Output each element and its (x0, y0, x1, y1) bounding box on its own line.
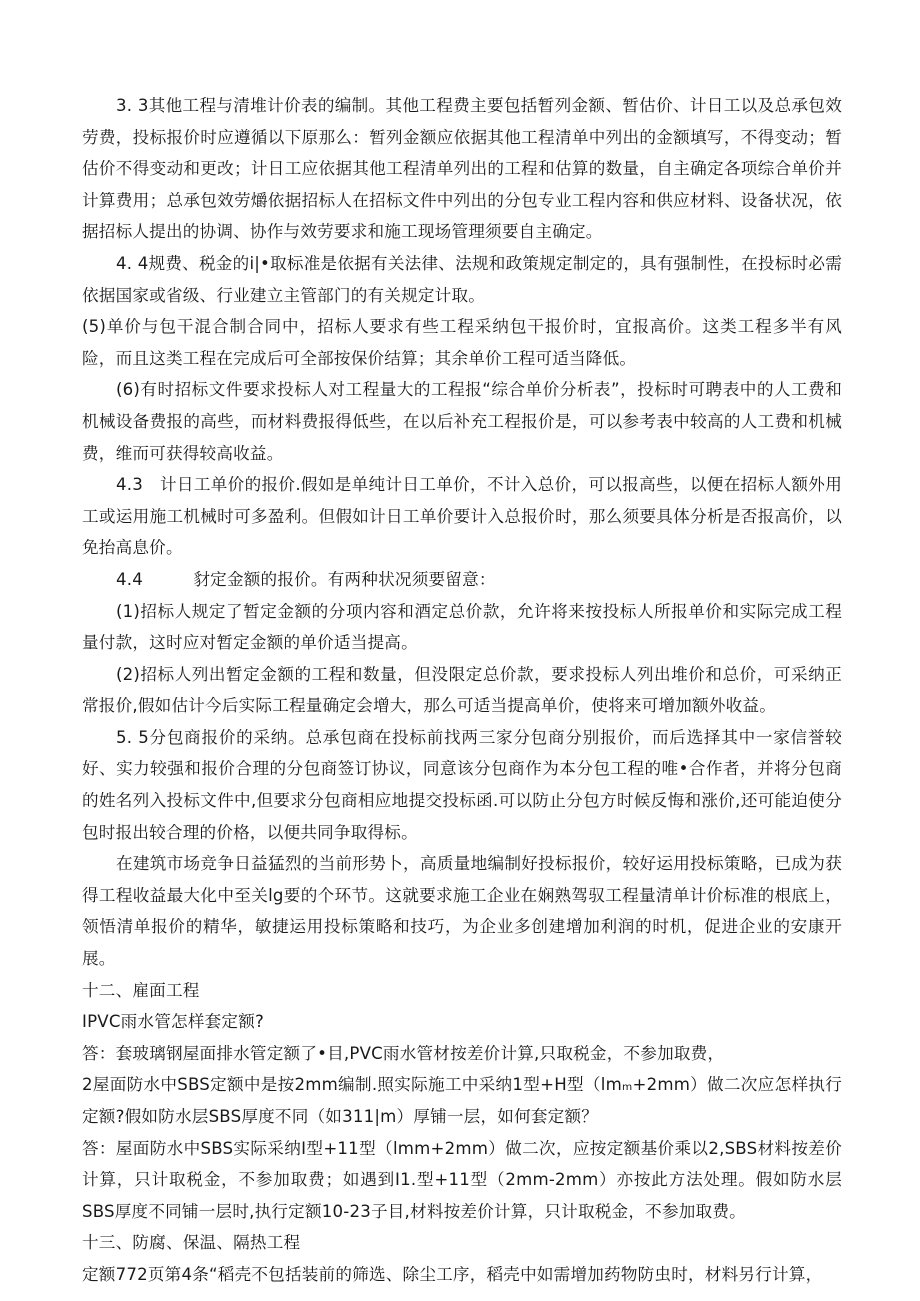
section-heading-roofing: 十二、雇面工程 (82, 980, 200, 1000)
paragraph-other-items-pricing: 3. 3其他工程与清堆计价表的编制。其他工程费主要包括暂列金额、暂估价、计日工以及总承包效劳费，投标报价时应遵循以下原那么：暂列金额应依据其他工程清单中列出的金额填写，不得变动；暂估价不得变动和更改；计日工应依据其他工程清单列出的工程和估算的数量，自主确定各项综合单价并计算费用；总承包效劳爝依据招标人在招标文件中列出的分包专业工程内容和供应材料、设备状况，依据招标人提出的协调、协作与效劳要求和施工现场管理须要自主确定。 (82, 96, 842, 242)
paragraph-provisional-sum-intro: 4.4 豺定金额的报价。有两种状况须要留意： (116, 569, 496, 589)
paragraph-rice-husk-note: 定额772页第4条“稻壳不包括装前的筛选、除尘工序，稻壳中如需增加药物防虫时，材料另行计算， (82, 1264, 823, 1284)
paragraph-conclusion: 在建筑市场竞争日益猛烈的当前形势卜，高质量地编制好投标报价，较好运用投标策略，已成为获得工程收益最大化中至关lg要的个环节。这就要求施工企业在娴熟驾驭工程量清单计价标准的根底上，领悟清单报价的精华，敏捷运用投标策略和技巧，为企业多创建增加利润的时机，促进企业的安康开展。 (82, 854, 842, 969)
paragraph-subcontractor-pricing: 5. 5分包商报价的采纳。总承包商在投标前找两三家分包商分别报价，而后选择其中一家信誉较好、实力较强和报价合理的分包商签订协议，同意该分包商作为本分包工程的唯•合作者，并将分包商的姓名列入投标文件中,但要求分包商相应地提交投标函.可以防止分包方时候反悔和涨价,还可能迫使分包时报出较合理的价格，以便共同争取得标。 (82, 727, 842, 842)
paragraph-fees-taxes: 4. 4规费、税金的i|•取标准是依据有关法律、法规和政策规定制定的，具有强制性，在投标时必需依据国家或省级、行业建立主管部门的有关规定计取。 (82, 253, 842, 305)
paragraph-unit-price-analysis: (6)有时招标文件要求投标人对工程量大的工程报“综合单价分析表”，投标时可聘表中的人工费和机械设备费报的高些，而材料费报得低些，在以后补充工程报价是，可以参考表中较高的人工费和机械费，维而可获得较高收益。 (82, 380, 842, 463)
section-heading-anticorrosion: 十三、防腐、保温、隔热工程 (82, 1233, 301, 1253)
paragraph-provisional-case-2: (2)招标人列出暂定金额的工程和数量，但没限定总价款，要求投标人列出堆价和总价，可采纳正常报价,假如估计今后实际工程量确定会增大，那么可适当提高单价，使将来可增加额外收益。 (82, 664, 842, 716)
paragraph-daywork-pricing: 4.3 计日工单价的报价.假如是单纯计日工单价，不计入总价，可以报高些，以便在招标人额外用工或运用施工机械时可多盈利。但假如计日工单价要计入总报价时，那么须要具体分析是否报高价，以免抬高息价。 (82, 475, 842, 558)
answer-sbs-waterproofing: 答：屋面防水中SBS实际采纳I型+11型（lmm+2mm）做二次，应按定额基价乘以2,SBS材料按差价计算，只计取税金，不参加取费；如遇到I1.型+11型（2mm-2mm）亦按此方法处理。假如防水层SBS厚度不同铺一层时,执行定额10-23子目,材料按差价计算，只计取税金，不参加取费。 (82, 1138, 842, 1221)
answer-pvc-downpipe: 答：套玻璃钢屋面排水管定额了•目,PVC雨水管材按差价计算,只取税金，不参加取费， (82, 1043, 725, 1063)
question-pvc-downpipe: IPVC雨水管怎样套定额? (82, 1012, 264, 1032)
question-sbs-waterproofing: 2屋面防水中SBS定额中是按2mm编制.照实际施工中采纳1型+H型（lmₘ+2mm）做二次应怎样执行定额?假如防水层SBS厚度不同（如311|m）厚铺一层，如何套定额？ (82, 1075, 842, 1126)
paragraph-mixed-contract: (5)单价与包干混合制合同中，招标人要求有些工程采纳包干报价时，宜报高价。这类工程多半有风险，而且这类工程在完成后可全部按保价结算；其余单价工程可适当降低。 (82, 317, 842, 368)
document-page (82, 90, 842, 1291)
paragraph-provisional-case-1: (1)招标人规定了暂定金额的分项内容和酒定总价款，允许将来按投标人所报单价和实际完成工程量付款，这时应对暂定金额的单价适当提高。 (82, 601, 842, 653)
